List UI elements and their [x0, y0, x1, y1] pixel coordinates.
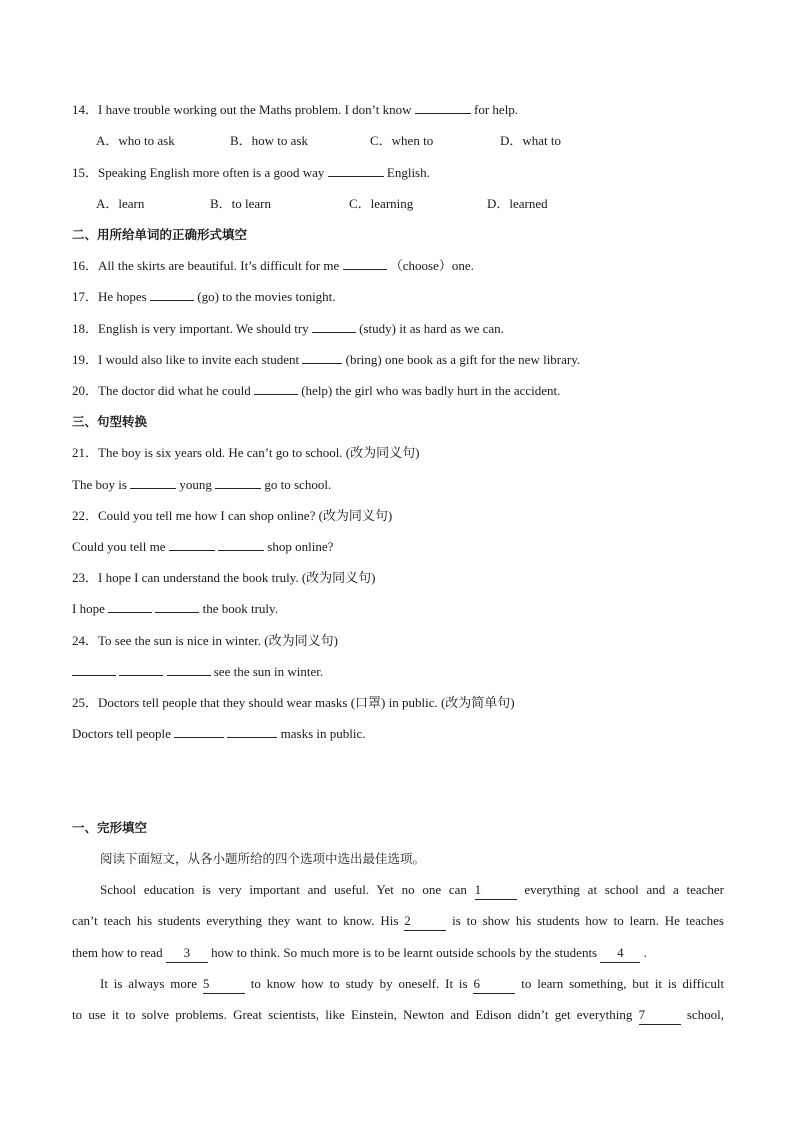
cloze-blank-1[interactable]: 1: [475, 881, 517, 900]
answer-blank[interactable]: [254, 382, 298, 395]
passage-text: .: [643, 945, 647, 960]
answer-blank[interactable]: [72, 663, 116, 676]
answer-line-25: [72, 725, 366, 743]
answer-blank[interactable]: [150, 288, 194, 301]
answer-text: I hope: [72, 601, 105, 616]
passage-text: School education is very important and useful. Yet no one can: [100, 882, 467, 897]
answer-blank[interactable]: [312, 320, 356, 333]
answer-text: masks in public.: [280, 726, 366, 741]
option-a[interactable]: A．learn: [96, 196, 145, 211]
answer-blank[interactable]: [343, 257, 387, 270]
passage-text: school,: [686, 1007, 725, 1022]
passage-text: It is always more: [100, 976, 197, 991]
answer-text: the book truly.: [202, 601, 278, 616]
answer-blank[interactable]: [227, 725, 277, 738]
question-16: [72, 257, 474, 275]
question-17-stem: 17．He hopes: [72, 289, 147, 304]
question-23: 23．I hope I can understand the book truly. (改为同义句): [72, 570, 376, 585]
answer-line-21: [72, 476, 331, 494]
answer-blank[interactable]: [119, 663, 163, 676]
answer-blank[interactable]: [108, 600, 152, 613]
answer-blank[interactable]: [215, 476, 261, 489]
answer-blank[interactable]: [130, 476, 176, 489]
question-18-stem: 18．English is very important. We should try: [72, 321, 309, 336]
question-20: [72, 382, 560, 400]
passage-text: can’t teach his students everything they want to know. His: [72, 913, 399, 928]
cloze-heading: 一、完形填空: [72, 820, 148, 835]
question-18: [72, 320, 504, 338]
cloze-instruction: 阅读下面短文，从各小题所给的四个选项中选出最佳选项。: [100, 851, 426, 866]
question-15: [72, 164, 430, 182]
cloze-blank-3[interactable]: 3: [166, 944, 208, 963]
answer-text: see the sun in winter.: [213, 664, 324, 679]
option-d[interactable]: D．learned: [487, 196, 548, 211]
question-15-stem-end: English.: [386, 165, 430, 180]
option-d[interactable]: D．what to: [500, 133, 562, 148]
passage-line: [100, 881, 724, 900]
cloze-blank-7[interactable]: 7: [639, 1006, 681, 1025]
question-16-stem: 16．All the skirts are beautiful. It’s difficult for me: [72, 258, 340, 273]
answer-blank[interactable]: [328, 164, 384, 177]
cloze-blank-4[interactable]: 4: [600, 944, 640, 963]
answer-text: go to school.: [264, 477, 332, 492]
passage-text: is to show his students how to learn. He teaches: [452, 913, 724, 928]
cloze-blank-6[interactable]: 6: [473, 975, 515, 994]
answer-line-24: [72, 663, 323, 681]
passage-line: [72, 1006, 724, 1025]
question-17-stem-end: (go) to the movies tonight.: [197, 289, 336, 304]
passage-line: [72, 912, 724, 931]
passage-text: how to think. So much more is to be learnt outside schools by the students: [211, 945, 598, 960]
question-19-stem: 19．I would also like to invite each student: [72, 352, 300, 367]
option-b[interactable]: B．how to ask: [230, 133, 309, 148]
option-a[interactable]: A．who to ask: [96, 133, 175, 148]
option-c[interactable]: C．when to: [370, 133, 434, 148]
question-17: [72, 288, 336, 306]
question-25: 25．Doctors tell people that they should wear masks (口罩) in public. (改为简单句): [72, 695, 515, 710]
question-21: 21．The boy is six years old. He can’t go to school. (改为同义句): [72, 445, 420, 460]
passage-text: to know how to study by oneself. It is: [250, 976, 468, 991]
option-b[interactable]: B．to learn: [210, 196, 272, 211]
answer-text: shop online?: [267, 539, 334, 554]
section-2-heading: 二、用所给单词的正确形式填空: [72, 227, 248, 242]
question-14-stem-end: for help.: [474, 102, 519, 117]
answer-line-22: [72, 538, 333, 556]
option-c[interactable]: C．learning: [349, 196, 414, 211]
question-18-stem-end: (study) it as hard as we can.: [359, 321, 504, 336]
cloze-blank-2[interactable]: 2: [404, 912, 446, 931]
question-24: 24．To see the sun is nice in winter. (改为同义句): [72, 633, 338, 648]
passage-text: them how to read: [72, 945, 163, 960]
answer-blank[interactable]: [218, 538, 264, 551]
question-15-stem: 15．Speaking English more often is a good way: [72, 165, 325, 180]
question-15-options: [0, 195, 794, 213]
answer-text: young: [179, 477, 212, 492]
passage-text: to learn something, but it is difficult: [521, 976, 725, 991]
passage-line: [100, 975, 724, 994]
question-22: 22．Could you tell me how I can shop online? (改为同义句): [72, 508, 393, 523]
answer-blank[interactable]: [415, 101, 471, 114]
passage-text: everything at school and a teacher: [524, 882, 724, 897]
answer-blank[interactable]: [302, 351, 342, 364]
answer-blank[interactable]: [174, 725, 224, 738]
answer-blank[interactable]: [155, 600, 199, 613]
question-19: [72, 351, 580, 369]
question-14-stem: 14．I have trouble working out the Maths problem. I don’t know: [72, 102, 412, 117]
question-14-options: [0, 132, 794, 150]
question-20-stem: 20．The doctor did what he could: [72, 383, 251, 398]
answer-text: The boy is: [72, 477, 127, 492]
question-20-stem-end: (help) the girl who was badly hurt in the accident.: [301, 383, 561, 398]
answer-line-23: [72, 600, 278, 618]
answer-blank[interactable]: [169, 538, 215, 551]
answer-text: Could you tell me: [72, 539, 166, 554]
passage-text: to use it to solve problems. Great scientists, like Einstein, Newton and Edison didn’t get everything: [72, 1007, 633, 1022]
question-19-stem-end: (bring) one book as a gift for the new library.: [345, 352, 581, 367]
passage-line: [72, 944, 647, 963]
question-16-stem-end: （choose）one.: [389, 258, 474, 273]
cloze-blank-5[interactable]: 5: [203, 975, 245, 994]
answer-blank[interactable]: [167, 663, 211, 676]
question-14: [72, 101, 518, 119]
answer-text: Doctors tell people: [72, 726, 171, 741]
section-3-heading: 三、句型转换: [72, 414, 148, 429]
